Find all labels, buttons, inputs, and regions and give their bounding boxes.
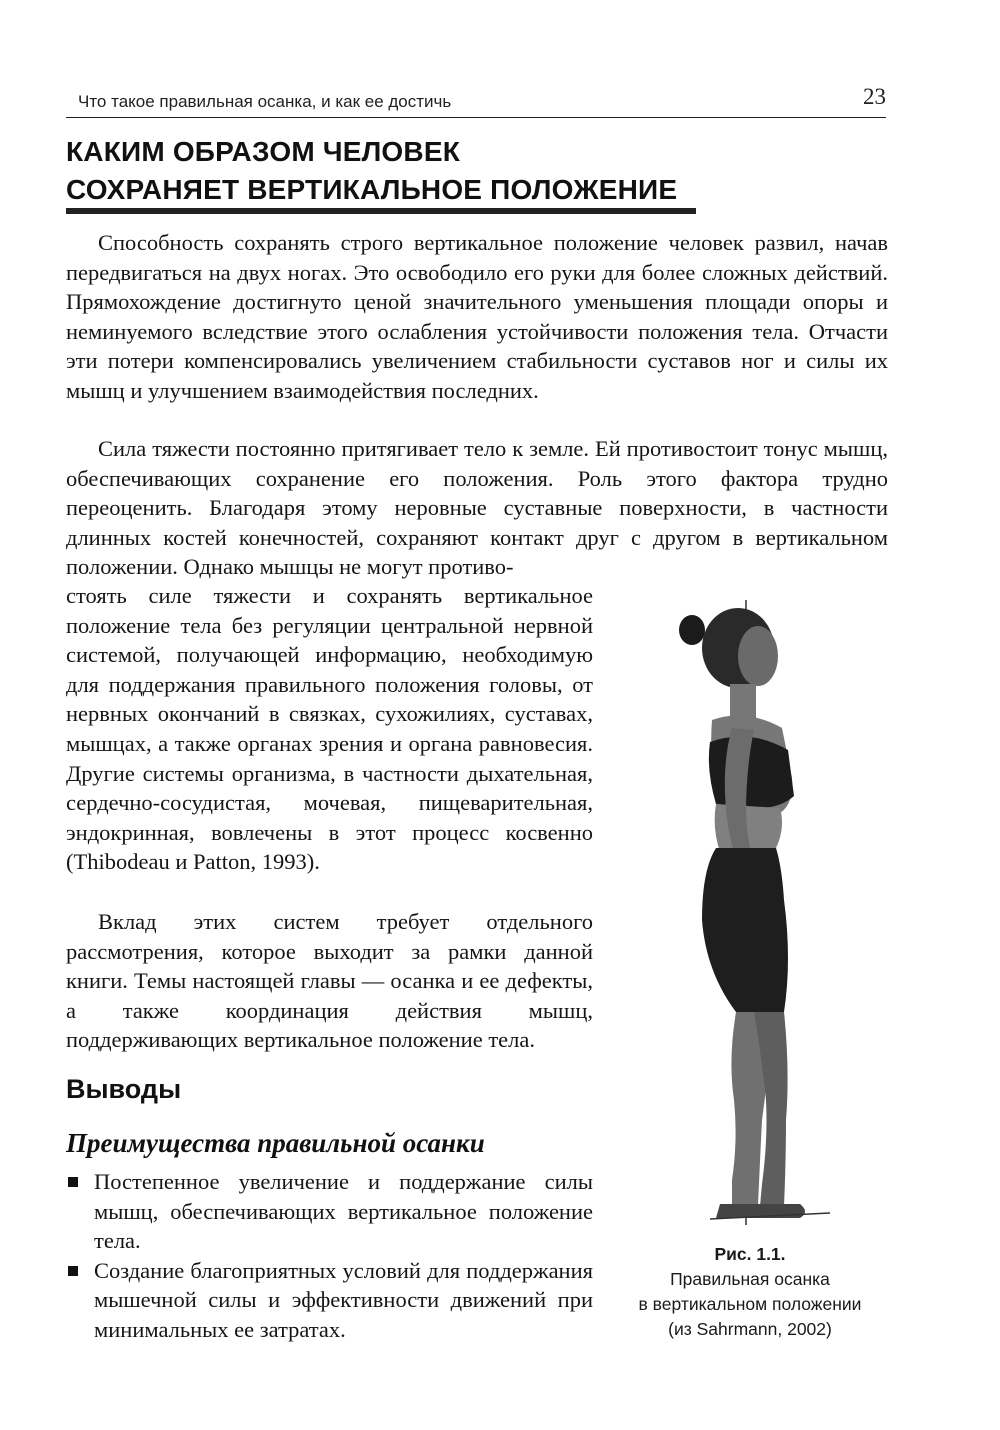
square-bullet-icon [68,1177,78,1187]
figure-label: Рис. 1.1. [714,1244,786,1264]
figure-caption [600,1242,900,1342]
section-heading [66,133,706,209]
list-item [66,1256,593,1345]
list-item-text: Создание благоприятных условий для поддержания мышечной силы и эффективности движений при минимальных ее затратах. [94,1257,593,1342]
paragraph-3: Вклад этих систем требует отдельного рассмотрения, которое выходит за рамки данной книги. Темы настоящей главы — осанка и ее дефекты, а также координация действия мышц, поддерживающих вертикальное положение тела. [66,909,593,1053]
caption-line-3: (из Sahrmann, 2002) [668,1319,832,1339]
shorts [702,848,788,1012]
section-heading-line-1: КАКИМ ОБРАЗОМ ЧЕЛОВЕК [66,136,460,167]
page-number: 23 [863,84,886,109]
paragraph-1: Способность сохранять строго вертикальное положение человек развил, начав передвигаться на двух ногах. Это освободило его руки для более сложных действий. Прямохождение достигнуто ценой значительного уменьшения площади опоры и неминуемого вследствие этого ослабления устойчивости положения тела. Отчасти эти потери компенсировались увеличением стабильности суставов ног и силы их мышц и улучшением взаимодействия последних. [66,230,888,403]
list-item [66,1167,593,1256]
square-bullet-icon [68,1266,78,1276]
running-header [66,84,886,118]
caption-line-1: Правильная осанка [670,1269,830,1289]
sports-top [709,737,794,809]
posture-figure [650,600,900,1230]
list-item-text: Постепенное увеличение и поддержание силы мышц, обеспечивающих вертикальное положение тела. [94,1169,593,1254]
conclusions-heading: Выводы [66,1074,182,1104]
paragraph-2-full-width: Сила тяжести постоянно притягивает тело к земле. Ей противостоит тонус мышц, обеспечивающих сохранение его положения. Роль этого фактора трудно переоценить. Благодаря этому неровные суставные поверхности, в частности длинных костей конечностей, сохраняют контакт друг с другом в вертикальном положении. Однако мышцы не могут противо- [66,436,888,580]
advantages-subheading: Преимущества правильной осанки [66,1128,485,1158]
caption-line-2: в вертикальном положении [638,1294,862,1314]
heading-underline [66,208,696,214]
standing-woman-side-view [650,600,900,1230]
advantages-list [66,1167,593,1345]
running-title: Что такое правильная осанка, и как ее достичь [78,92,452,111]
paragraph-2 [66,434,888,582]
section-heading-line-2: СОХРАНЯЕТ ВЕРТИКАЛЬНОЕ ПОЛОЖЕНИЕ [66,174,678,205]
hair-bun [679,615,705,645]
paragraph-2-continued: стоять силе тяжести и сохранять вертикальное положение тела без регуляции центральной нервной системой, получающей информацию, необходимую для поддержания правильного положения головы, от нервных окончаний в связках, сухожилиях, суставах, мышцах, а также органах зрения и органа равновесия. Другие системы организма, в частности дыхательная, сердечно-сосудистая, мочевая, пищеварительная, эндокринная, вовлечены в этот процесс косвенно (Thibodeau и Patton, 1993). [66,583,593,875]
face [738,626,778,686]
